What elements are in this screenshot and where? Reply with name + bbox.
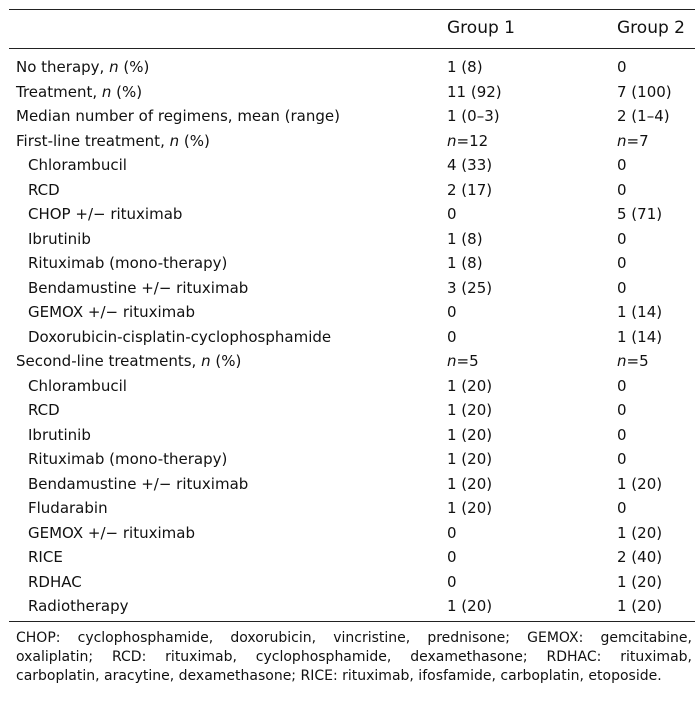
row-label — [16, 349, 241, 374]
group-1-value — [447, 447, 492, 472]
group-1-text: 1 (8) — [447, 229, 483, 248]
group-1-value — [447, 325, 457, 350]
row-label — [28, 423, 91, 448]
group-2-value — [617, 251, 627, 276]
group-2-value — [617, 472, 662, 497]
group-1-text: 1 (0–3) — [447, 107, 500, 125]
group-2-value — [617, 521, 662, 546]
group-2-text: 1 (20) — [617, 597, 663, 615]
row-label-italic: n — [101, 82, 112, 101]
group-1-text: 0 — [447, 205, 457, 223]
group-2-value — [617, 178, 627, 203]
row-label-text: CHOP +/− rituximab — [28, 205, 183, 223]
group-1-italic: n — [447, 131, 457, 150]
group-2-text: 0 — [617, 425, 627, 444]
row-label — [28, 472, 248, 497]
table-row — [0, 251, 700, 276]
row-label — [28, 521, 195, 546]
group-2-text: 0 — [617, 58, 627, 76]
row-label — [28, 594, 129, 619]
group-1-text: 1 (8) — [447, 254, 483, 272]
group-2-text: 0 — [617, 499, 627, 517]
row-label — [28, 325, 331, 350]
table-row — [0, 594, 700, 619]
group-1-value — [447, 521, 457, 546]
group-2-value — [617, 55, 627, 80]
group-2-text: 1 (20) — [617, 523, 663, 542]
group-2-italic: n — [617, 131, 627, 150]
table-top-rule — [9, 9, 695, 10]
row-label-text: Bendamustine +/− rituximab — [28, 474, 249, 493]
group-2-value — [617, 227, 627, 252]
group-2-value — [617, 104, 670, 129]
group-1-text: 2 (17) — [447, 180, 493, 199]
group-2-text: =7 — [626, 131, 649, 150]
group-1-value — [447, 300, 457, 325]
group-1-value — [447, 570, 457, 595]
table-row — [0, 398, 700, 423]
group-2-text: 0 — [617, 401, 627, 419]
row-label — [28, 251, 227, 276]
group-1-text: 1 (20) — [447, 597, 493, 615]
header-rule — [9, 48, 695, 49]
row-label-text: GEMOX +/− rituximab — [28, 303, 195, 321]
group-1-italic: n — [447, 352, 457, 370]
table-row — [0, 80, 700, 105]
group-1-value — [447, 349, 479, 374]
table-row — [0, 153, 700, 178]
row-label — [28, 447, 227, 472]
row-label-suffix: (%) — [111, 82, 143, 101]
row-label — [28, 398, 60, 423]
group-2-value — [617, 153, 627, 178]
row-label — [28, 496, 108, 521]
group-1-text: 0 — [447, 523, 457, 542]
group-1-value — [447, 178, 492, 203]
row-label-text: RICE — [28, 548, 63, 566]
group-1-value — [447, 55, 483, 80]
row-label-text: GEMOX +/− rituximab — [28, 523, 195, 542]
group-1-text: 0 — [447, 327, 457, 346]
table-row — [0, 325, 700, 350]
group-2-value — [617, 300, 662, 325]
group-2-value — [617, 570, 662, 595]
row-label-italic: n — [169, 131, 180, 150]
row-label-suffix: (%) — [179, 131, 210, 150]
row-label-italic: n — [201, 352, 211, 370]
row-label-text: Rituximab (mono-therapy) — [28, 450, 228, 468]
group-2-text: 2 (40) — [617, 548, 663, 566]
row-label — [28, 276, 248, 301]
group-2-text: 2 (1–4) — [617, 107, 670, 125]
table-row — [0, 129, 700, 154]
row-label-text: RCD — [28, 401, 60, 419]
row-label-text: Bendamustine +/− rituximab — [28, 278, 249, 297]
table-row — [0, 178, 700, 203]
table-footnote: CHOP: cyclophosphamide, doxorubicin, vincristine, prednisone; GEMOX: gemcitabine, oxaliplatin; RCD: rituximab, cyclophosphamide, dexamethasone; RDHAC: rituximab, carboplatin, aracytine, dexamethasone; RICE: rituximab, ifosfamide, carboplatin, etoposide. — [16, 630, 692, 684]
row-label — [28, 227, 91, 252]
group-1-value — [447, 398, 492, 423]
group-2-value — [617, 398, 627, 423]
row-label — [28, 300, 195, 325]
group-2-text: 0 — [617, 180, 627, 199]
row-label — [16, 80, 142, 105]
column-header-group-2: Group 2 — [617, 18, 685, 38]
table-row — [0, 276, 700, 301]
group-1-text: 0 — [447, 303, 457, 321]
group-1-value — [447, 276, 492, 301]
group-2-italic: n — [617, 352, 627, 370]
group-1-value — [447, 472, 492, 497]
group-1-text: 1 (20) — [447, 425, 493, 444]
row-label-text: No therapy, — [16, 58, 110, 76]
group-2-value — [617, 447, 627, 472]
table-row — [0, 545, 700, 570]
table-row — [0, 55, 700, 80]
row-label — [28, 202, 182, 227]
group-2-text: 1 (20) — [617, 572, 663, 591]
group-2-text: 7 (100) — [617, 82, 672, 101]
group-1-value — [447, 251, 483, 276]
row-label-text: RCD — [28, 180, 60, 199]
row-label — [28, 178, 60, 203]
column-header-group-1: Group 1 — [447, 18, 515, 38]
group-2-text: 0 — [617, 278, 627, 297]
table-row — [0, 104, 700, 129]
group-2-value — [617, 202, 662, 227]
group-1-text: 3 (25) — [447, 278, 493, 297]
group-1-value — [447, 423, 492, 448]
row-label-text: Second-line treatments, — [16, 352, 202, 370]
group-2-value — [617, 80, 672, 105]
row-label-text: Treatment, — [16, 82, 102, 101]
row-label — [16, 129, 210, 154]
table-row — [0, 227, 700, 252]
row-label-text: Ibrutinib — [28, 425, 91, 444]
group-1-value — [447, 80, 502, 105]
group-1-value — [447, 129, 488, 154]
group-2-value — [617, 545, 662, 570]
group-1-text: 0 — [447, 548, 457, 566]
group-2-value — [617, 349, 649, 374]
row-label-text: Ibrutinib — [28, 229, 91, 248]
row-label-text: Doxorubicin-cisplatin-cyclophosphamide — [28, 327, 332, 346]
group-1-text: 1 (20) — [447, 499, 493, 517]
group-1-text: 1 (8) — [447, 58, 483, 76]
group-2-text: 0 — [617, 450, 627, 468]
group-2-value — [617, 423, 627, 448]
group-1-text: 1 (20) — [447, 450, 493, 468]
row-label — [28, 153, 127, 178]
group-2-text: 1 (14) — [617, 303, 663, 321]
group-2-text: 0 — [617, 156, 627, 174]
group-2-value — [617, 129, 649, 154]
group-1-value — [447, 545, 457, 570]
group-1-value — [447, 104, 500, 129]
group-1-text: 0 — [447, 572, 457, 591]
table-row — [0, 202, 700, 227]
group-1-value — [447, 374, 492, 399]
group-1-text: 1 (20) — [447, 474, 493, 493]
row-label-text: Radiotherapy — [28, 597, 129, 615]
row-label-text: Chlorambucil — [28, 156, 127, 174]
row-label-text: Rituximab (mono-therapy) — [28, 254, 228, 272]
table-row — [0, 521, 700, 546]
row-label-text: Median number of regimens, mean (range) — [16, 107, 340, 125]
row-label-italic: n — [109, 58, 119, 76]
table-row — [0, 300, 700, 325]
row-label — [28, 545, 63, 570]
row-label-text: First-line treatment, — [16, 131, 170, 150]
group-1-text: 11 (92) — [447, 82, 502, 101]
group-2-text: 5 (71) — [617, 205, 663, 223]
table-row — [0, 447, 700, 472]
group-1-value — [447, 496, 492, 521]
group-2-text: 1 (14) — [617, 327, 663, 346]
row-label — [16, 104, 340, 129]
table-row — [0, 374, 700, 399]
group-2-value — [617, 325, 662, 350]
row-label-text: RDHAC — [28, 572, 82, 591]
group-2-value — [617, 594, 662, 619]
row-label — [16, 55, 149, 80]
row-label-suffix: (%) — [210, 352, 242, 370]
group-1-text: =5 — [456, 352, 479, 370]
group-2-text: =5 — [626, 352, 649, 370]
table-bottom-rule — [9, 621, 695, 622]
row-label — [28, 374, 127, 399]
group-2-value — [617, 276, 627, 301]
row-label-suffix: (%) — [118, 58, 150, 76]
group-1-text: 1 (20) — [447, 401, 493, 419]
group-1-value — [447, 202, 457, 227]
table-row — [0, 349, 700, 374]
group-1-text: 4 (33) — [447, 156, 493, 174]
row-label-text: Fludarabin — [28, 499, 108, 517]
row-label — [28, 570, 82, 595]
group-1-text: =12 — [456, 131, 489, 150]
table-row — [0, 570, 700, 595]
table-body — [0, 55, 700, 619]
group-1-value — [447, 594, 492, 619]
group-2-value — [617, 496, 627, 521]
group-1-text: 1 (20) — [447, 376, 493, 395]
group-1-value — [447, 227, 483, 252]
group-2-text: 0 — [617, 229, 627, 248]
table-row — [0, 423, 700, 448]
group-2-text: 0 — [617, 254, 627, 272]
table-row — [0, 472, 700, 497]
row-label-text: Chlorambucil — [28, 376, 127, 395]
group-1-value — [447, 153, 492, 178]
group-2-value — [617, 374, 627, 399]
group-2-text: 1 (20) — [617, 474, 663, 493]
group-2-text: 0 — [617, 376, 627, 395]
table-row — [0, 496, 700, 521]
